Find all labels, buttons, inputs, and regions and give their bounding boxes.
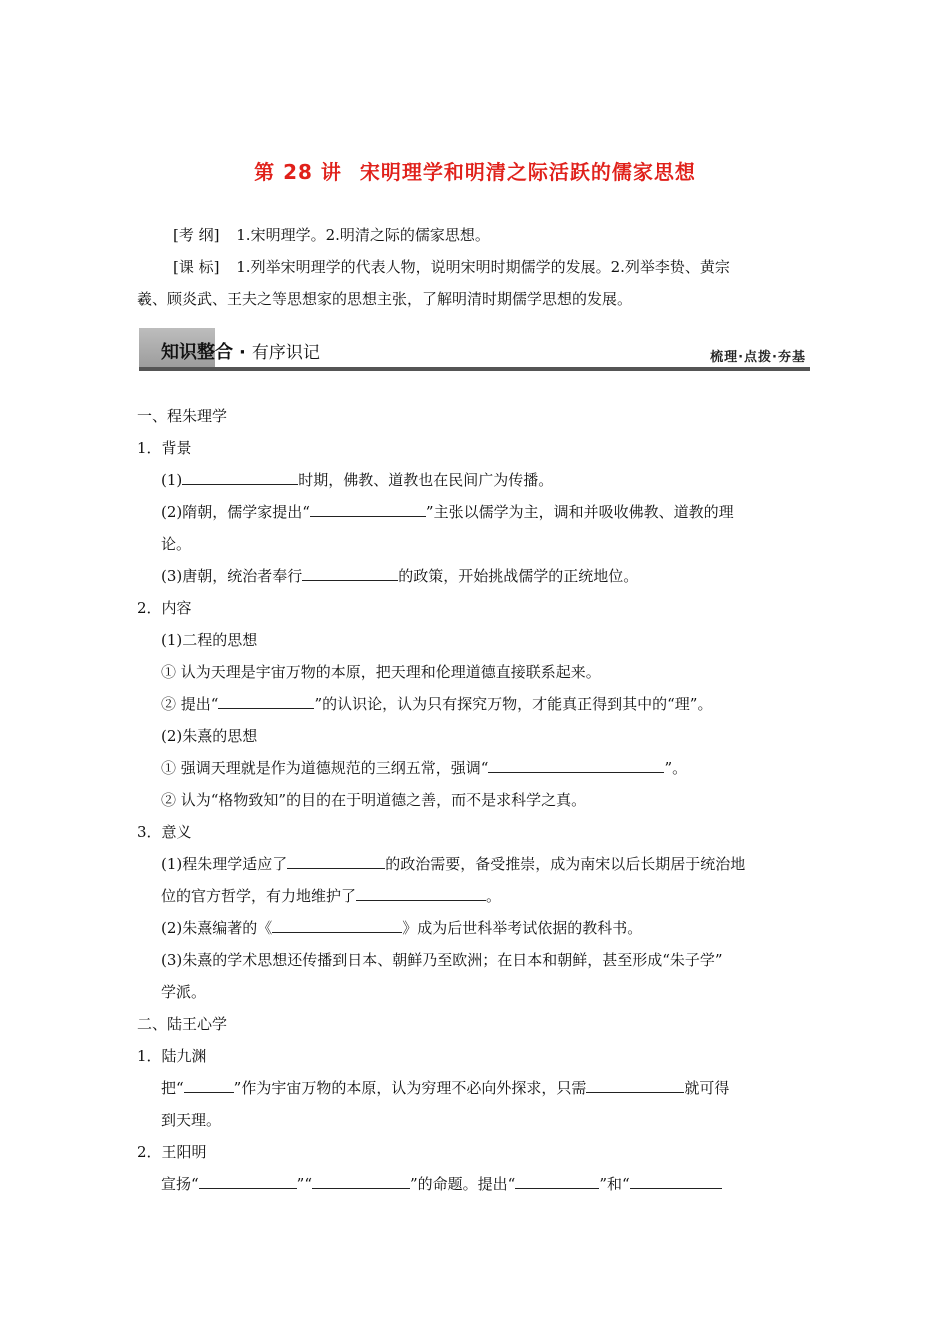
- item-text: 的政策，开始挑战儒学的正统地位。: [398, 567, 639, 585]
- item-2-1-a-cont: 到天理。: [161, 1111, 222, 1129]
- item-text: ”的命题。提出“: [410, 1175, 516, 1193]
- item-text: (2)隋朝，儒学家提出“: [161, 503, 310, 521]
- item-text: ”和“: [599, 1175, 630, 1193]
- item-1-2-b: (2)朱熹的思想: [161, 727, 258, 745]
- item-text: ”作为宇宙万物的本原，认为穷理不必向外探求，只需: [233, 1079, 587, 1097]
- kaogang-tag: [考 纲]: [173, 226, 220, 244]
- fill-blank[interactable]: [218, 694, 314, 709]
- subheading-significance: 3．意义: [137, 823, 192, 841]
- section-banner: [139, 328, 810, 372]
- item-text: (1): [161, 471, 183, 489]
- fill-blank[interactable]: [488, 758, 664, 773]
- kebiao-block: [137, 251, 817, 315]
- item-text: 把“: [161, 1079, 184, 1097]
- banner-title: 知识整合: [161, 342, 233, 363]
- fill-blank[interactable]: [630, 1174, 722, 1189]
- fill-blank[interactable]: [182, 470, 298, 485]
- item-2-2-a: [161, 1173, 722, 1194]
- item-text: 宣扬“: [161, 1175, 199, 1193]
- item-text: ① 强调天理就是作为道德规范的三纲五常，强调“: [161, 759, 489, 777]
- item-1-3-c-cont: 学派。: [161, 983, 207, 1001]
- section-heading-1: 一、程朱理学: [137, 407, 228, 425]
- fill-blank[interactable]: [184, 1078, 234, 1093]
- item-1-1-b: [161, 501, 734, 522]
- item-text: 的政治需要，备受推崇，成为南宋以后长期居于统治地: [385, 855, 746, 873]
- title-text: 宋明理学和明清之际活跃的儒家思想: [359, 160, 696, 184]
- banner-rule: [139, 367, 810, 371]
- item-1-2-a1: ① 认为天理是宇宙万物的本原，把天理和伦理道德直接联系起来。: [161, 663, 601, 681]
- subheading-wang-yangming: 2．王阳明: [137, 1143, 207, 1161]
- banner-dot: ·: [239, 342, 246, 363]
- subheading-lu-jiuyuan: 1．陆九渊: [137, 1047, 207, 1065]
- page-title: [0, 156, 950, 185]
- item-text: (3)唐朝，统治者奉行: [161, 567, 303, 585]
- kaogang-text: 1.宋明理学。2.明清之际的儒家思想。: [236, 226, 490, 244]
- banner-subtitle: 有序识记: [251, 343, 320, 363]
- item-1-2-a: (1)二程的思想: [161, 631, 258, 649]
- item-2-1-a: [161, 1077, 729, 1098]
- item-1-1-c: [161, 565, 638, 586]
- fill-blank[interactable]: [287, 854, 385, 869]
- subheading-content: 2．内容: [137, 599, 192, 617]
- fill-blank[interactable]: [356, 886, 486, 901]
- kaogang-line: [137, 219, 817, 251]
- item-1-3-c: (3)朱熹的学术思想还传播到日本、朝鲜乃至欧洲；在日本和朝鲜，甚至形成“朱子学”: [161, 951, 723, 969]
- item-text: ② 提出“: [161, 695, 219, 713]
- item-text: (1)程朱理学适应了: [161, 855, 288, 873]
- fill-blank[interactable]: [302, 566, 398, 581]
- item-1-2-b1: [161, 757, 687, 778]
- fill-blank[interactable]: [199, 1174, 297, 1189]
- item-text: 》成为后世科举考试依据的教科书。: [402, 919, 643, 937]
- item-1-3-a: [161, 853, 745, 874]
- banner-right-text: 梳理·点拨·夯基: [710, 350, 806, 365]
- item-text: ”的认识论，认为只有探究万物，才能真正得到其中的“理”。: [314, 695, 713, 713]
- subheading-background: 1．背景: [137, 439, 192, 457]
- item-text: ”。: [664, 759, 688, 777]
- kebiao-text: 1.列举宋明理学的代表人物，说明宋明时期儒学的发展。2.列举李贽、黄宗: [236, 258, 730, 276]
- fill-blank[interactable]: [272, 918, 402, 933]
- item-text: (2)朱熹编著的《: [161, 919, 273, 937]
- item-text: 位的官方哲学，有力地维护了: [161, 887, 357, 905]
- item-1-3-a-cont: [161, 885, 501, 906]
- item-text: ”主张以儒学为主，调和并吸收佛教、道教的理: [425, 503, 734, 521]
- item-text: 就可得: [684, 1079, 730, 1097]
- kebiao-tag: [课 标]: [173, 258, 220, 276]
- fill-blank[interactable]: [310, 502, 426, 517]
- fill-blank[interactable]: [515, 1174, 599, 1189]
- fill-blank[interactable]: [586, 1078, 684, 1093]
- fill-blank[interactable]: [312, 1174, 410, 1189]
- item-text: ”“: [296, 1175, 313, 1193]
- kebiao-text-cont: 羲、顾炎武、王夫之等思想家的思想主张，了解明清时期儒学思想的发展。: [137, 290, 633, 308]
- item-1-1-b-cont: 论。: [161, 535, 192, 553]
- item-text: 。: [486, 887, 502, 905]
- banner-label: [161, 338, 320, 364]
- item-text: 时期，佛教、道教也在民间广为传播。: [298, 471, 554, 489]
- item-1-2-a2: [161, 693, 712, 714]
- section-heading-2: 二、陆王心学: [137, 1015, 228, 1033]
- item-1-1-a: [161, 469, 553, 490]
- item-1-3-b: [161, 917, 642, 938]
- item-1-2-b2: ② 认为“格物致知”的目的在于明道德之善，而不是求科学之真。: [161, 791, 587, 809]
- title-lecture-number: 第 28 讲: [254, 160, 342, 184]
